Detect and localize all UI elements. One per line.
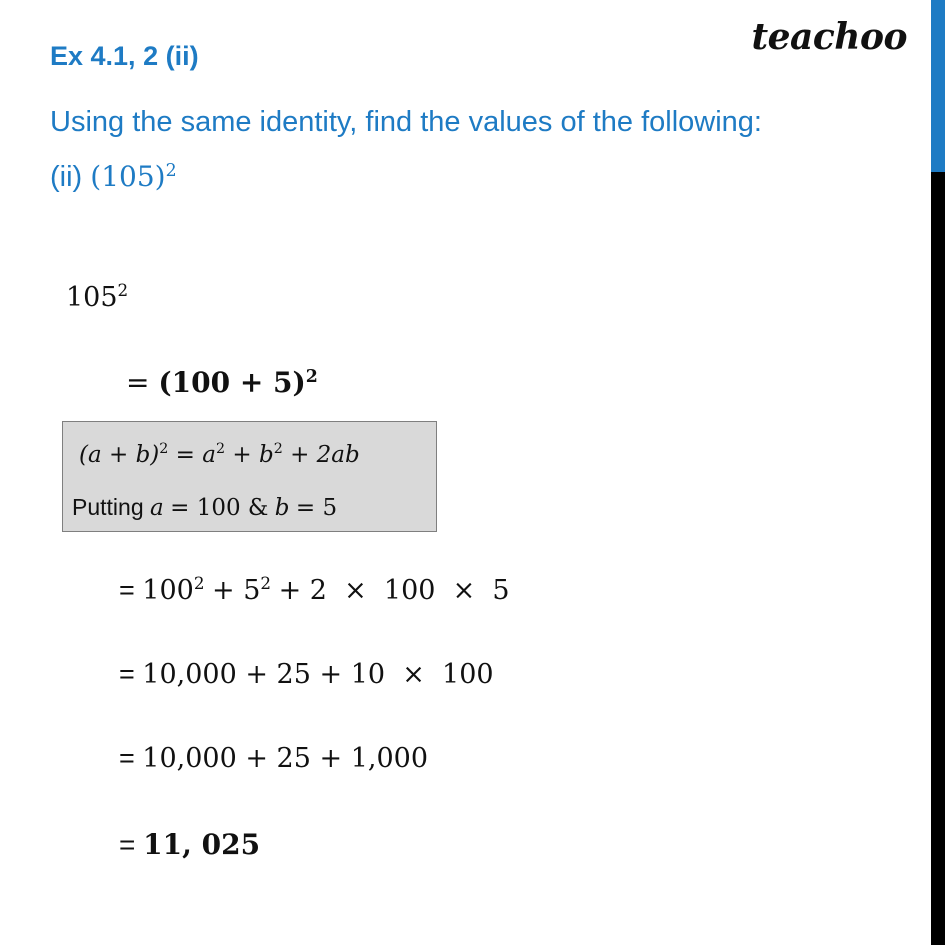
final-answer: = 11, 025 bbox=[119, 828, 261, 861]
identity-substitution: Putting a = 100 & b = 5 bbox=[72, 494, 338, 521]
solution-line-3: = $100^2 + 5^2 + 2 \times 100 \times 5$ bbox=[119, 572, 510, 606]
teachoo-logo: teachoo bbox=[751, 16, 907, 58]
solution-line-0: $105^2$ bbox=[66, 279, 129, 313]
sub-question-label: (ii) bbox=[50, 161, 83, 193]
exercise-title: Ex 4.1, 2 (ii) bbox=[50, 41, 199, 71]
solution-line-4: = 10,000 + 25 + 10 × 100 bbox=[119, 659, 494, 690]
solution-line-5: = 10,000 + 25 + 1,000 bbox=[119, 743, 428, 774]
sub-question bbox=[50, 160, 177, 194]
identity-box bbox=[62, 421, 437, 532]
identity-formula: $(a + b)^2 = a^2 + b^2 + 2ab$ bbox=[79, 441, 360, 468]
solution-line-1: = $(100 + 5)^2$ bbox=[126, 366, 318, 399]
sub-question-expression: $(105)^2$ bbox=[90, 160, 177, 193]
side-bar-accent bbox=[931, 0, 945, 172]
question-text: Using the same identity, find the values of the following: bbox=[50, 106, 762, 138]
